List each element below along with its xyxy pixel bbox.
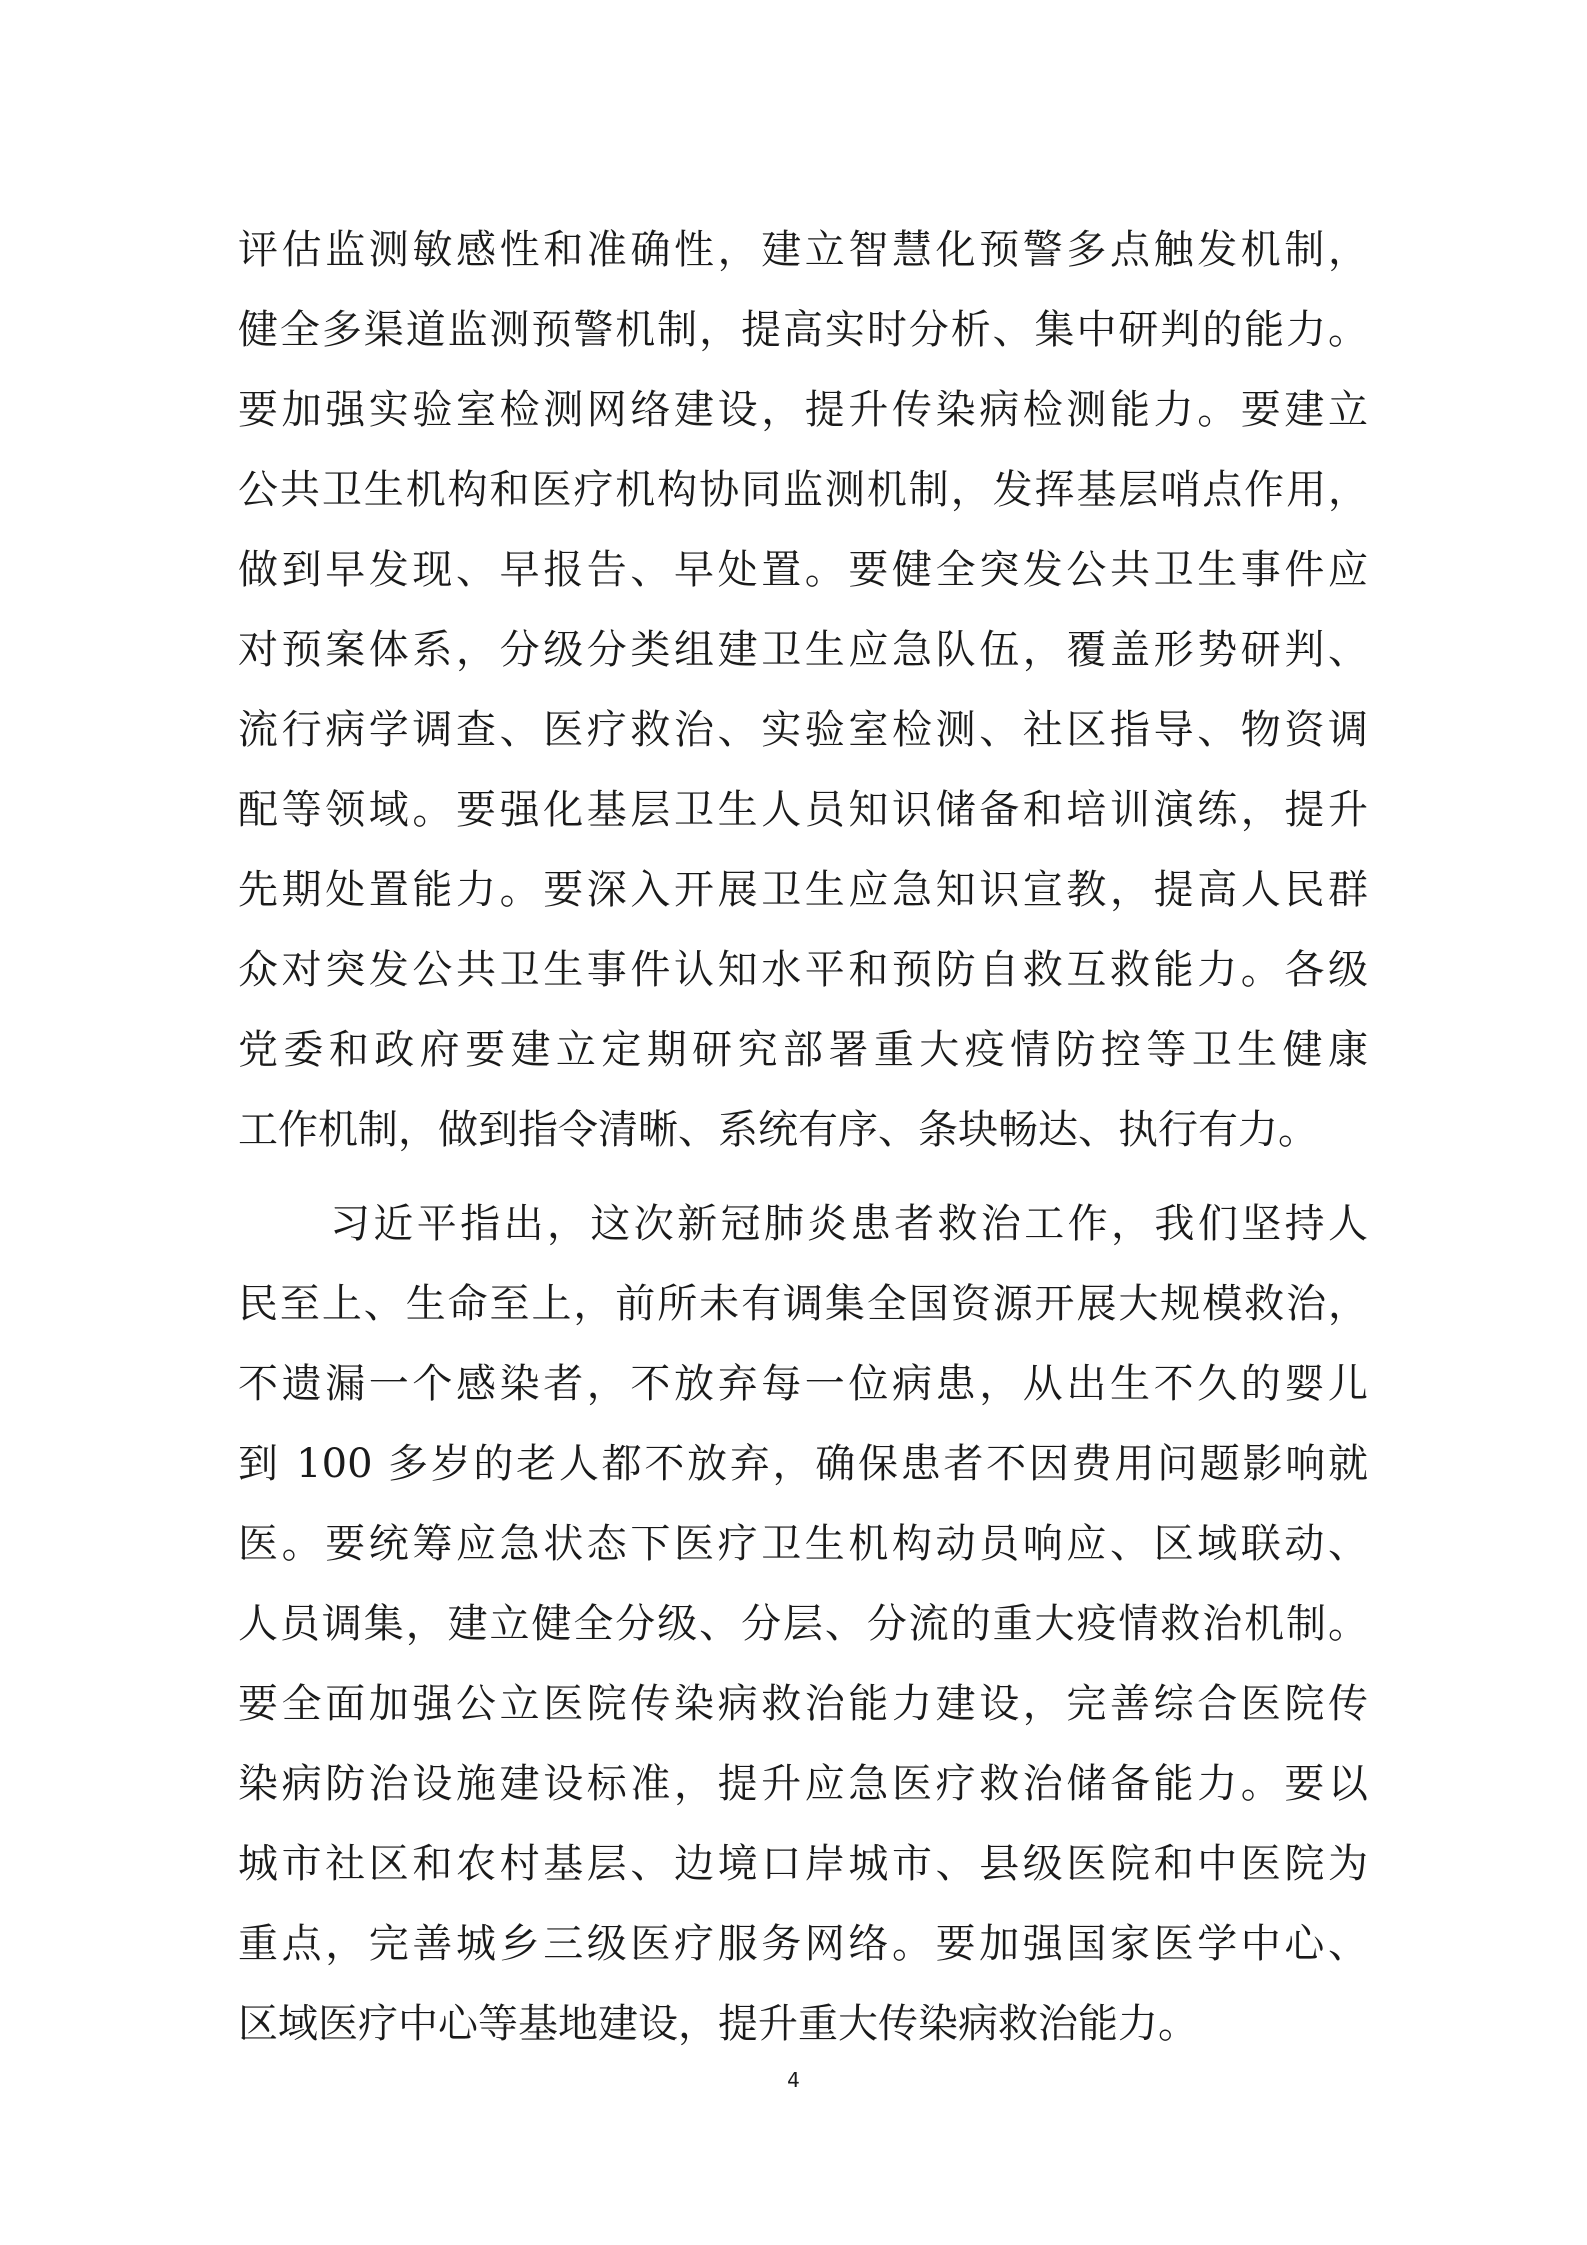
text-line: 到 100 多岁的老人都不放弃，确保患者不因费用问题影响就 [238,1441,1368,1487]
text-line: 对预案体系，分级分类组建卫生应急队伍，覆盖形势研判、 [238,627,1368,673]
text-line: 众对突发公共卫生事件认知水平和预防自救互救能力。各级 [238,947,1368,993]
paragraph-1 [238,210,1368,1170]
text-line: 流行病学调查、医疗救治、实验室检测、社区指导、物资调 [238,707,1368,753]
page-number: 4 [787,2068,800,2092]
paragraph-spacer [238,1170,1368,1184]
text-line: 城市社区和农村基层、边境口岸城市、县级医院和中医院为 [238,1841,1368,1887]
text-line: 重点，完善城乡三级医疗服务网络。要加强国家医学中心、 [238,1921,1368,1967]
text-line: 染病防治设施建设标准，提升应急医疗救治储备能力。要以 [238,1761,1368,1807]
text-line: 区域医疗中心等基地建设，提升重大传染病救治能力。 [238,2001,1198,2047]
text-line: 要全面加强公立医院传染病救治能力建设，完善综合医院传 [238,1681,1368,1727]
text-line: 习近平指出，这次新冠肺炎患者救治工作，我们坚持人 [330,1201,1368,1247]
paragraph-2 [238,1184,1368,2064]
text-line: 党委和政府要建立定期研究部署重大疫情防控等卫生健康 [238,1027,1368,1073]
text-line: 公共卫生机构和医疗机构协同监测机制，发挥基层哨点作用， [238,467,1368,513]
text-line: 先期处置能力。要深入开展卫生应急知识宣教，提高人民群 [238,867,1368,913]
text-line: 要加强实验室检测网络建设，提升传染病检测能力。要建立 [238,387,1368,433]
text-line: 人员调集，建立健全分级、分层、分流的重大疫情救治机制。 [238,1601,1368,1647]
body-text [238,210,1368,2064]
text-line: 不遗漏一个感染者，不放弃每一位病患，从出生不久的婴儿 [238,1361,1368,1407]
text-line: 工作机制，做到指令清晰、系统有序、条块畅达、执行有力。 [238,1107,1318,1153]
text-line: 做到早发现、早报告、早处置。要健全突发公共卫生事件应 [238,547,1368,593]
text-line: 健全多渠道监测预警机制，提高实时分析、集中研判的能力。 [238,307,1368,353]
text-line: 医。要统筹应急状态下医疗卫生机构动员响应、区域联动、 [238,1521,1368,1567]
text-line: 评估监测敏感性和准确性，建立智慧化预警多点触发机制， [238,227,1368,273]
text-line: 民至上、生命至上，前所未有调集全国资源开展大规模救治， [238,1281,1368,1327]
text-line: 配等领域。要强化基层卫生人员知识储备和培训演练，提升 [238,787,1368,833]
